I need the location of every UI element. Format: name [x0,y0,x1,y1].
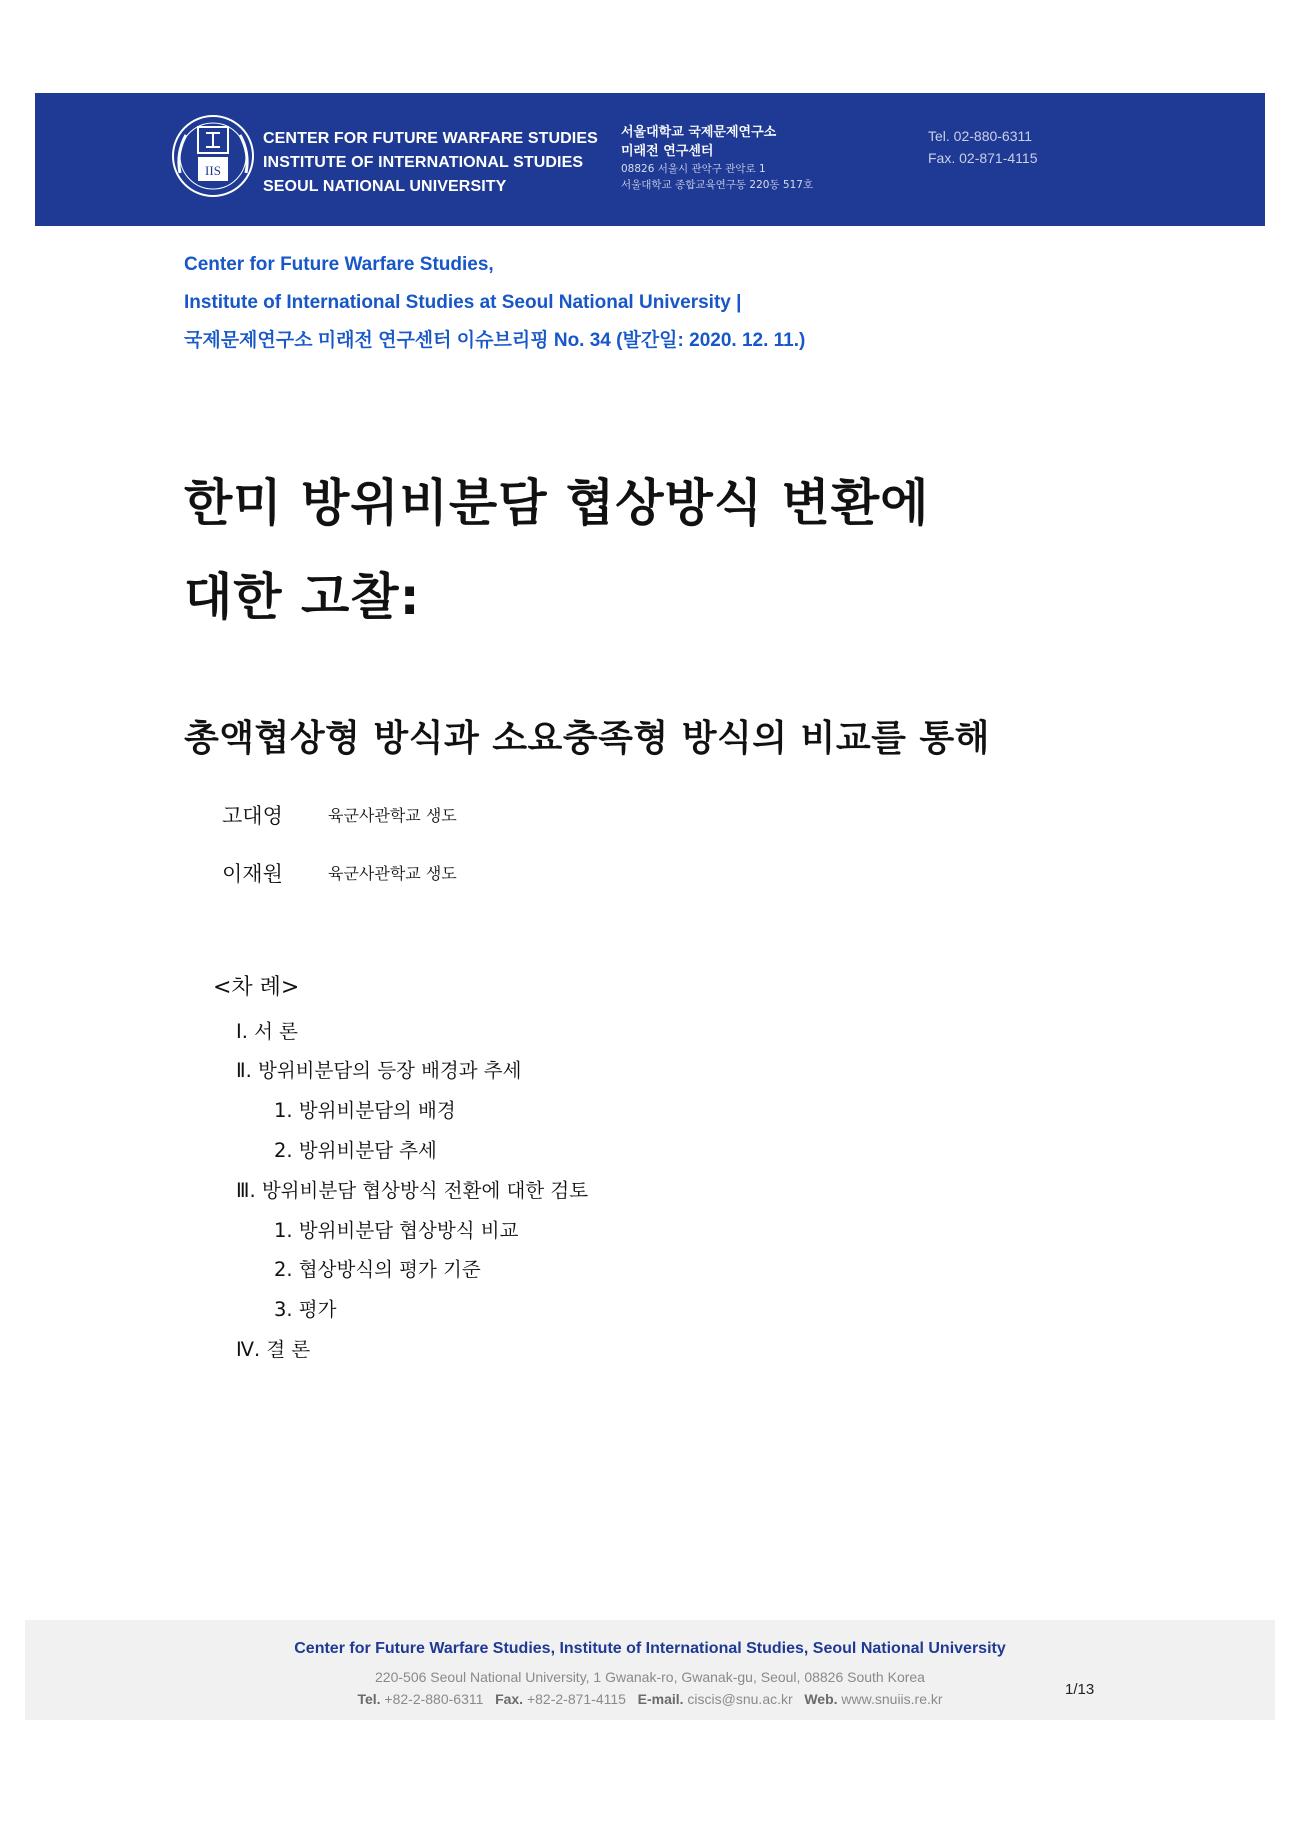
footer-email[interactable]: ciscis@snu.ac.kr [687,1691,793,1707]
toc-item: Ⅲ. 방위비분담 협상방식 전환에 대한 검토 [236,1179,589,1202]
toc-item: 1. 방위비분담 협상방식 비교 [274,1219,519,1242]
issue-info-line2: Institute of International Studies at Seoul National University | [184,292,742,313]
footer-address: 220-506 Seoul National University, 1 Gwanak-ro, Gwanak-gu, Seoul, 08826 South Korea [375,1669,925,1685]
header-banner [35,93,1265,226]
title-line2: 대한 고찰: [184,568,421,626]
header-ko-addr1: 08826 서울시 관악구 관악로 1 [621,163,766,175]
header-tel: Tel. 02-880-6311 [928,128,1033,144]
page-footer [25,1620,1275,1720]
issue-info [184,246,805,360]
header-ko-line1: 서울대학교 국제문제연구소 [621,125,777,140]
toc-item: 2. 방위비분담 추세 [274,1139,437,1162]
footer-web-label: Web. [804,1691,838,1707]
header-en-line: SEOUL NATIONAL UNIVERSITY [263,178,507,195]
header-fax: Fax. 02-871-4115 [928,150,1038,166]
toc-item: Ⅳ. 결 론 [236,1338,311,1361]
footer-fax: +82-2-871-4115 [526,1691,626,1707]
institute-korean-name [621,123,813,193]
snu-seal-logo-icon [170,113,256,199]
document-subtitle: 총액협상형 방식과 소요충족형 방식의 비교를 통해 [184,718,990,759]
toc-item: 2. 협상방식의 평가 기준 [274,1258,481,1281]
footer-fax-label: Fax. [495,1691,524,1707]
toc-heading: <차 례> [213,975,300,1000]
issue-info-line1: Center for Future Warfare Studies, [184,254,494,275]
footer-tel-label: Tel. [357,1691,381,1707]
author-affiliation: 육군사관학교 생도 [328,806,457,825]
header-contact [928,125,1037,169]
header-ko-addr2: 서울대학교 종합교육연구동 220동 517호 [621,179,814,191]
svg-text:IIS: IIS [205,163,221,178]
toc-item: Ⅱ. 방위비분담의 등장 배경과 추세 [236,1059,522,1082]
page-number: 1/13 [1065,1681,1095,1698]
footer-title: Center for Future Warfare Studies, Institute of International Studies, Seoul National University [294,1640,1006,1657]
title-line1: 한미 방위비분담 협상방식 변환에 [184,474,930,532]
toc-item: 1. 방위비분담의 배경 [274,1099,456,1122]
header-ko-line2: 미래전 연구센터 [621,144,714,159]
author-name: 고대영 [222,804,283,828]
footer-email-label: E-mail. [637,1691,684,1707]
toc-item: 3. 평가 [274,1298,337,1321]
author-name: 이재원 [222,862,283,886]
toc-item: Ⅰ. 서 론 [236,1020,299,1043]
header-en-line: CENTER FOR FUTURE WARFARE STUDIES [263,130,598,147]
document-title [184,456,929,644]
footer-web[interactable]: www.snuiis.re.kr [841,1691,943,1707]
author-affiliation: 육군사관학교 생도 [328,864,457,883]
institute-english-name [263,127,598,199]
issue-info-line3: 국제문제연구소 미래전 연구센터 이슈브리핑 No. 34 (발간일: 2020. 12. 11.) [184,330,806,351]
footer-tel: +82-2-880-6311 [384,1691,484,1707]
header-en-line: INSTITUTE OF INTERNATIONAL STUDIES [263,154,584,171]
